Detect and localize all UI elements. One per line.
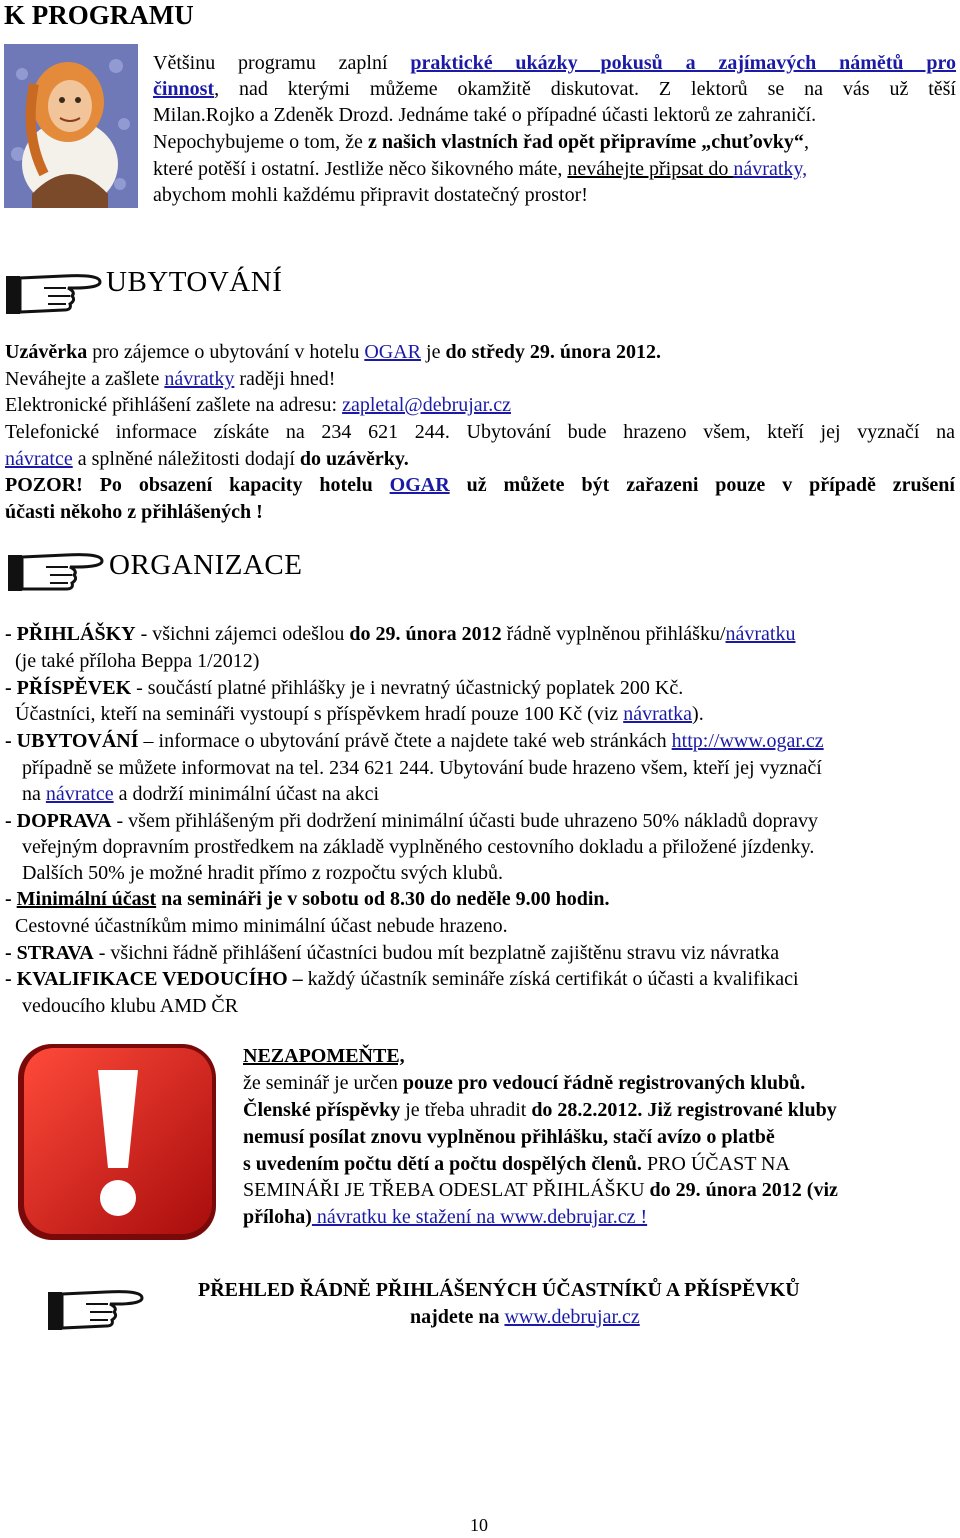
program-line-6: abychom mohli každému připravit dostatečný prostor! [153, 184, 588, 206]
text: - všem přihlášeným při dodržení minimální účasti bude uhrazeno 50% nákladů dopravy [111, 810, 818, 832]
ubyt-line-4 [5, 419, 955, 445]
ubyt-line-5 [5, 446, 409, 472]
bold-text: POZOR! [5, 474, 83, 496]
bold-text: z našich vlastních řad opět připravíme „chuťovky“ [367, 131, 804, 153]
org-ubytovani-3 [22, 781, 379, 807]
bold-text: - STRAVA [5, 942, 94, 964]
bold-text: Uzávěrka [5, 341, 88, 363]
bold-text: s uvedením počtu dětí a počtu dospělých členů. [243, 1153, 642, 1175]
bold-text: Po obsazení kapacity hotelu [82, 474, 390, 496]
pointing-hand-icon [4, 268, 102, 324]
ubyt-line-7 [5, 499, 263, 525]
navratku-link[interactable]: návratku [725, 623, 796, 645]
bold-text: do středy 29. února 2012. [445, 341, 662, 363]
bold-text: PŘEHLED ŘÁDNĚ PŘIHLÁŠENÝCH ÚČASTNÍKŮ A PŘÍSPĚVKŮ [198, 1279, 800, 1301]
navratce-link[interactable]: návratce [5, 448, 73, 470]
program-line-3: Milan.Rojko a Zdeněk Drozd. Jednáme také o případné účasti lektorů ze zahraničí. [153, 104, 817, 126]
bold-text: - UBYTOVÁNÍ [5, 730, 139, 752]
notice-heading [243, 1043, 405, 1069]
bold-underlined-text: Minimální účast [16, 888, 157, 910]
org-doprava-3: Dalších 50% je možné hradit přímo z rozpočtu svých klubů. [22, 862, 503, 884]
ogar-web-link[interactable]: http://www.ogar.cz [671, 730, 824, 752]
program-line-1 [153, 50, 956, 76]
text: – informace o ubytování právě čtete a najdete také web stránkách [138, 730, 672, 752]
text: ). [692, 703, 704, 725]
bold-text: do uzávěrky. [299, 448, 409, 470]
demo-link[interactable]: praktické ukázky pokusů a zajímavých námětů pro [410, 52, 957, 74]
text: Jestliže něco šikovného máte, [319, 158, 568, 180]
debrujar-link[interactable]: www.debrujar.cz [504, 1306, 640, 1328]
text: a splněné náležitosti dodají [72, 448, 300, 470]
bold-text: na semináři je v sobotu od 8.30 do neděle 9.00 hodin. [156, 888, 610, 910]
text: - všichni řádně přihlášení účastníci budou mít bezplatně zajištěnu stravu viz návratka [93, 942, 780, 964]
character-illustration [4, 44, 138, 208]
bold-text: účasti někoho z přihlášených ! [5, 501, 263, 523]
text: . Ubytování bude hrazeno všem, kteří jej vyznačí na [444, 421, 955, 443]
text: - součástí platné přihlášky je i nevratný účastnický poplatek 200 Kč. [131, 677, 684, 699]
text: že seminář je určen [243, 1072, 403, 1094]
notice-line-6 [243, 1204, 647, 1230]
overview-line-2 [410, 1304, 640, 1330]
bold-text: do 29. února 2012 [349, 623, 502, 645]
org-doprava-2: veřejným dopravním prostředkem na základě vyplněného cestovního dokladu a přiložené jízdenky. [22, 836, 815, 858]
email-link[interactable]: zapletal@debrujar.cz [342, 394, 511, 416]
text: které potěší i ostatní. [153, 158, 320, 180]
notice-line-1 [243, 1070, 805, 1096]
bold-text: - PŘÍSPĚVEK [5, 677, 132, 699]
notice-line-2 [243, 1097, 837, 1123]
notice-line-5 [243, 1177, 838, 1203]
download-link[interactable]: návratku ke stažení na www.debrujar.cz ! [311, 1206, 648, 1228]
ubyt-line-2 [5, 366, 335, 392]
text: Neváhejte a zašlete [5, 368, 165, 390]
pointing-hand-icon [6, 547, 104, 601]
pointing-hand-icon [46, 1284, 144, 1340]
ubyt-line-1 [5, 339, 661, 365]
notice-line-4 [243, 1151, 790, 1177]
text: je [421, 341, 446, 363]
underlined-text: neváhejte připsat do [567, 158, 734, 180]
overview-line-1 [198, 1277, 800, 1303]
navratka-link[interactable]: návratka [623, 703, 693, 725]
text: řádně vyplněnou přihlášku/ [501, 623, 726, 645]
text: - všichni zájemci odešlou [135, 623, 350, 645]
org-strava [5, 940, 779, 966]
text: a dodrží minimální účast na akci [113, 783, 380, 805]
ogar-link[interactable]: OGAR [389, 474, 450, 496]
text: raději hned! [234, 368, 336, 390]
bold-text: najdete na [410, 1306, 505, 1328]
text: každý účastník semináře získá certifikát o účasti a kvalifikaci [302, 968, 799, 990]
text: PRO ÚČAST NA [641, 1153, 790, 1175]
text: Telefonické informace získáte na 234 621 244 [5, 421, 445, 443]
ogar-link[interactable]: OGAR [364, 341, 422, 363]
bold-text: - PŘIHLÁŠKY [5, 623, 136, 645]
section-heading-ubytovani: UBYTOVÁNÍ [106, 266, 283, 298]
text: , [803, 131, 809, 153]
bold-text: do 29. února 2012 (viz [649, 1179, 838, 1201]
bold-text: nemusí posílat znovu vyplněnou přihlášku, stačí avízo o platbě [243, 1126, 775, 1148]
exclamation-warning-icon [14, 1040, 220, 1250]
text: Elektronické přihlášení zašlete na adresu: [5, 394, 343, 416]
org-kvalifikace-2: vedoucího klubu AMD ČR [22, 995, 239, 1017]
text: , nad kterými můžeme okamžitě diskutovat. Z lektorů se na vás už těší [214, 78, 956, 100]
navratky-link[interactable]: návratky, [733, 158, 808, 180]
bold-text: do 28.2.2012. Již registrované kluby [531, 1099, 837, 1121]
org-min-ucast [5, 886, 610, 912]
text: je třeba uhradit [400, 1099, 532, 1121]
ubyt-line-6 [5, 472, 955, 498]
program-line-2 [153, 76, 956, 102]
program-line-4 [153, 129, 809, 155]
text: SEMINÁŘI JE TŘEBA ODESLAT PŘIHLÁŠKU [243, 1179, 650, 1201]
ubyt-line-3 [5, 392, 511, 418]
text: pro zájemce o ubytování v hotelu [87, 341, 365, 363]
navratce-link[interactable]: návratce [45, 783, 114, 805]
notice-line-3 [243, 1124, 775, 1150]
bold-text: - [5, 888, 17, 910]
text: na [22, 783, 46, 805]
org-prispevek-note [15, 701, 704, 727]
text: Většinu programu zaplní [153, 52, 411, 74]
org-ubytovani [5, 728, 824, 754]
bold-text: Členské příspěvky [243, 1099, 401, 1121]
bold-text: už můžete být zařazeni pouze v případě zrušení [449, 474, 955, 496]
org-kvalifikace [5, 966, 799, 992]
bold-text: příloha) [243, 1206, 312, 1228]
bold-underlined-text: NEZAPOMEŇTE, [243, 1045, 405, 1067]
org-ubytovani-2: případně se můžete informovat na tel. 234 621 244. Ubytování bude hrazeno všem, kteří jej vyznačí [22, 757, 822, 779]
page-number: 10 [470, 1515, 488, 1535]
bold-text: - KVALIFIKACE VEDOUCÍHO – [5, 968, 303, 990]
org-min-ucast-2: Cestovné účastníkům mimo minimální účast nebude hrazeno. [15, 915, 508, 937]
section-heading-organizace: ORGANIZACE [109, 549, 303, 581]
org-prihlasky-note: (je také příloha Beppa 1/2012) [15, 650, 260, 672]
org-prispevek [5, 675, 683, 701]
bold-text: - DOPRAVA [5, 810, 112, 832]
text: Účastníci, kteří na semináři vystoupí s příspěvkem hradí pouze 100 Kč (viz [15, 703, 624, 725]
program-line-5 [153, 156, 807, 182]
text: Nepochybujeme o tom, že [153, 131, 368, 153]
org-doprava [5, 808, 818, 834]
navratky-link[interactable]: návratky [164, 368, 235, 390]
bold-text: pouze pro vedoucí řádně registrovaných klubů. [402, 1072, 806, 1094]
org-prihlasky [5, 621, 795, 647]
demo-link-cont[interactable]: činnost [153, 78, 215, 100]
page-title: K PROGRAMU [4, 0, 194, 30]
